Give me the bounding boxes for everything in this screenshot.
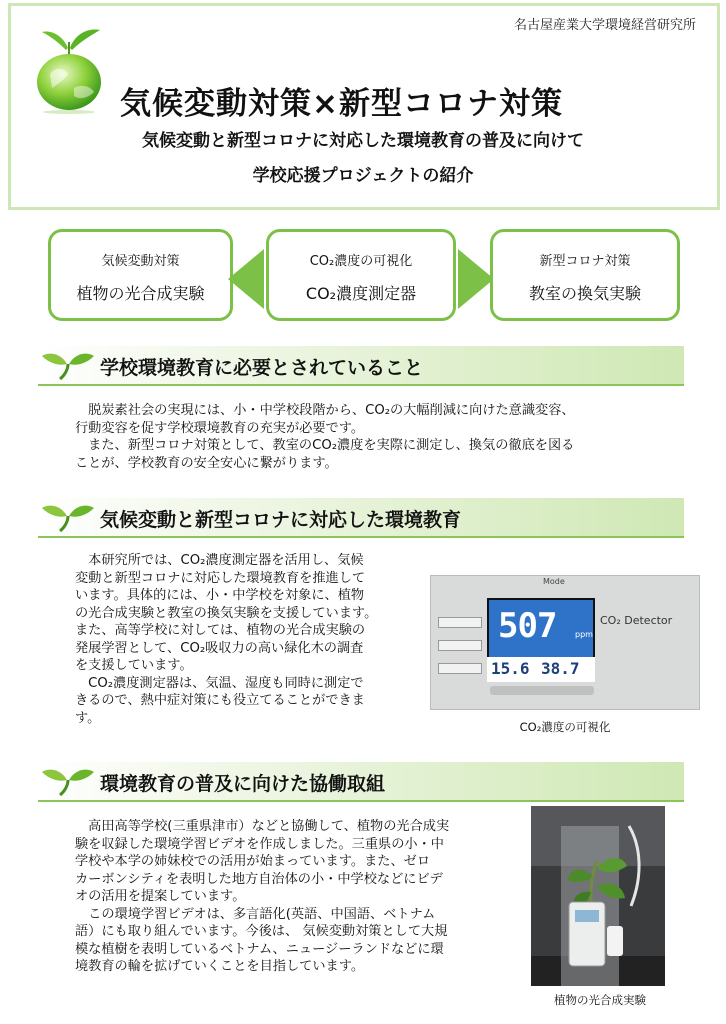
institute-name: 名古屋産業大学環境経営研究所 [513,18,696,33]
photo-caption: CO₂濃度の可視化 [519,720,611,734]
text-line: 学校や本学の姉妹校での活用が始まっています。また、ゼロ [75,854,431,869]
flow-box-co2 [266,229,456,321]
text-line: この環境学習ビデオは、多言語化(英語、中国語、ベトナム [75,906,436,922]
section-3-text [75,818,449,976]
text-line: カーボンシティを表明した地方自治体の小・中学校などにビデ [75,871,443,887]
text-line: を支援しています。 [75,658,193,673]
device-indicator [490,686,594,695]
flow-box-label: 気候変動対策 [101,254,180,269]
section-title: 環境教育の普及に向けた協働取組 [100,773,386,795]
section-2-text [75,552,377,727]
sprout-icon [40,766,96,796]
co2-reading: 507 [498,606,557,646]
text-line: CO₂濃度測定器は、気温、湿度も同時に測定で [75,675,364,691]
flow-box-label: 新型コロナ対策 [539,254,631,269]
text-line: 変動と新型コロナに対応した環境教育を推進して [75,570,366,586]
text-line: 高田高等学校(三重県津市）などと協働して、植物の光合成実 [75,819,450,834]
flow-box-climate [48,229,233,321]
text-line: また、新型コロナ対策として、教室のCO₂濃度を実際に測定し、換気の徹底を図る [75,438,575,453]
sprout-icon [40,350,96,380]
text-line: 境教育の輪を拡げていくことを目指しています。 [75,959,365,974]
text-line: 脱炭素社会の実現には、小・中学校段階から、CO₂の大幅削減に向けた意識変容、 [75,403,575,418]
device-button [438,640,482,651]
text-line: 発展学習として、CO₂吸収力の高い緑化木の調査 [75,640,364,656]
globe-sprout-logo [28,22,110,114]
text-line: 語）にも取り組んでいます。今後は、 気候変動対策として大規 [75,924,448,939]
text-line: オの活用を提案しています。 [75,889,246,904]
section-title: 学校環境教育に必要とされていること [100,357,424,379]
co2-unit: ppm [575,630,593,639]
flow-box-covid [490,229,680,321]
arrow-left-icon [228,249,264,309]
text-line: います。具体的には、小・中学校を対象に、植物 [75,588,365,603]
flow-box-title: 植物の光合成実験 [76,284,205,303]
text-line: 行動変容を促す学校環境教育の充実が必要です。 [75,420,365,436]
flow-box-label: CO₂濃度の可視化 [309,254,413,269]
text-line: す。 [75,710,101,726]
flow-box-title: 教室の換気実験 [528,284,641,303]
device-mode-label: Mode [543,577,565,586]
humidity-reading: 38.7 [541,659,580,678]
sprout-icon [40,502,96,532]
text-line: また、高等学校に対しては、植物の光合成実験の [75,623,366,638]
section-1-text [75,402,575,472]
plant-experiment-photo [531,806,665,986]
flow-box-title: CO₂濃度測定器 [305,284,417,303]
text-line: きるので、熱中症対策にも役立てることができま [75,693,365,708]
subtitle-line-1: 気候変動と新型コロナに対応した環境教育の普及に向けて [142,131,584,151]
device-button [438,617,482,628]
text-line: ことが、学校教育の安全安心に繋がります。 [75,455,338,471]
main-title: 気候変動対策×新型コロナ対策 [120,86,563,122]
text-line: の光合成実験と教室の換気実験を支援しています。 [75,605,378,621]
photo-caption: 植物の光合成実験 [554,993,646,1007]
arrow-right-icon [458,249,494,309]
text-line: 験を収録した環境学習ビデオを作成しました。三重県の小・中 [75,836,444,852]
subtitle-line-2: 学校応援プロジェクトの紹介 [252,166,474,186]
section-title: 気候変動と新型コロナに対応した環境教育 [100,509,462,531]
device-brand: CO₂ Detector [600,614,673,627]
text-line: 本研究所では、CO₂濃度測定器を活用し、気候 [75,553,364,568]
temperature-reading: 15.6 [491,659,530,678]
text-line: 模な植樹を表明しているベトナム、ニュージーランドなどに環 [75,941,444,957]
device-button [438,663,482,674]
